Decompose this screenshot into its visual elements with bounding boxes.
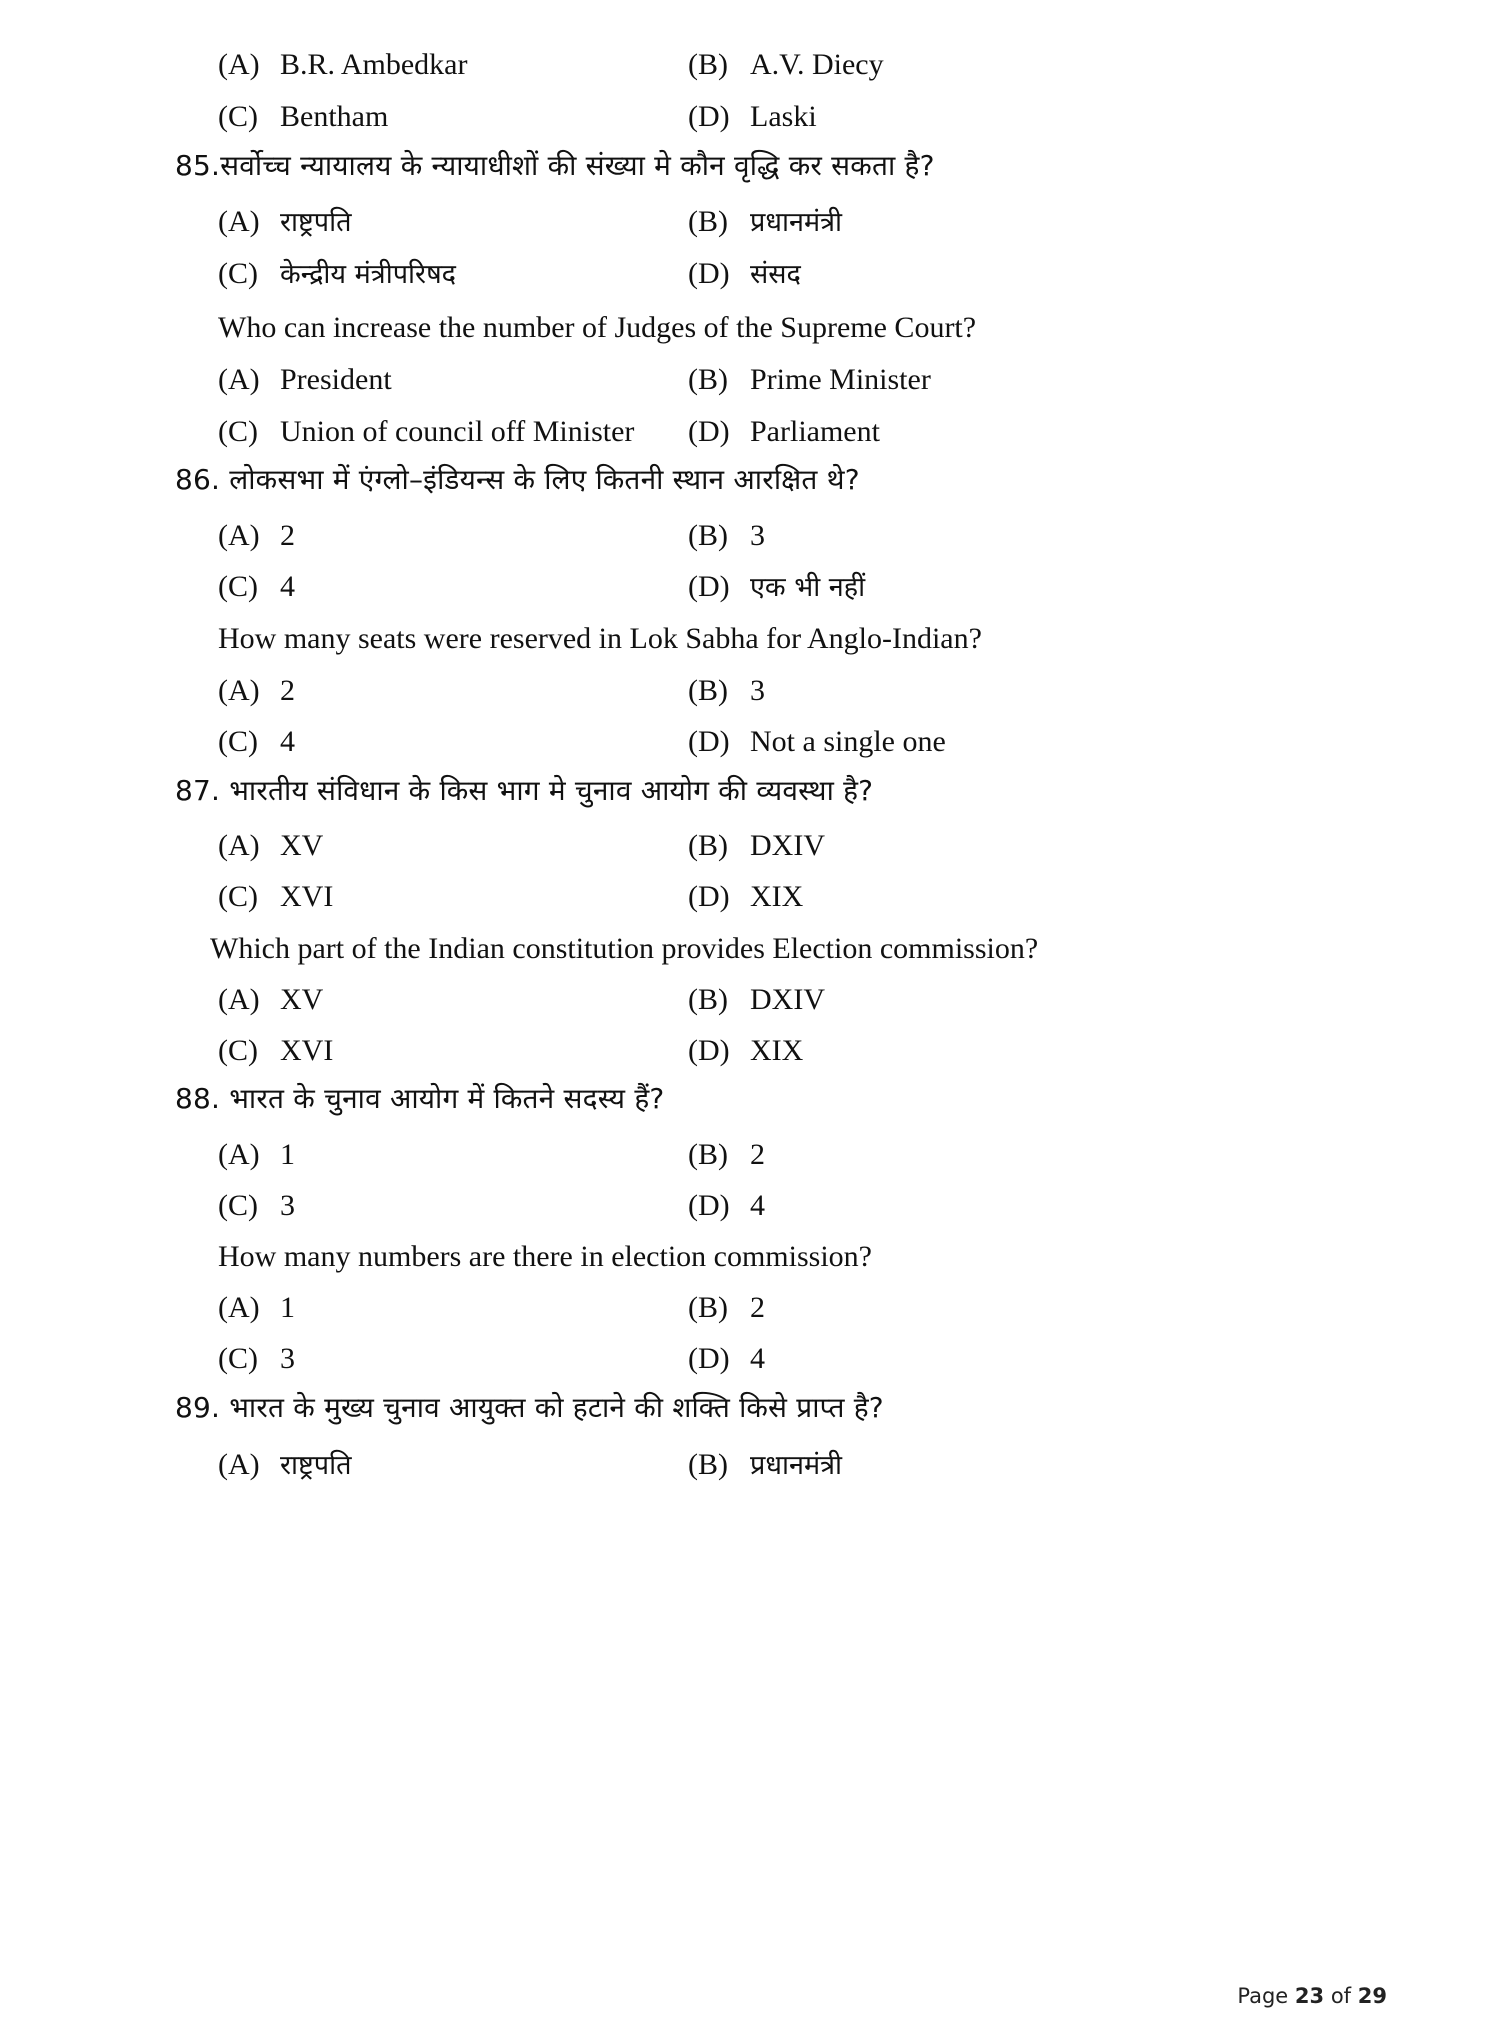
footer-current-page: 23 <box>1294 1984 1325 2008</box>
option-text-c: 3 <box>280 1189 295 1222</box>
question-86-hindi-text: लोकसभा में एंग्लो–इंडियन्स के लिए कितनी स्थान आरक्षित थे? <box>229 463 860 496</box>
question-88-hindi-text: भारत के चुनाव आयोग में कितने सदस्य हैं? <box>229 1082 665 1115</box>
question-86-hindi-option-row-2 <box>0 572 1248 602</box>
option-text-b: 3 <box>750 519 765 552</box>
question-87-english-option-row-2 <box>0 1036 1248 1066</box>
question-88-english-stem <box>0 1242 872 1272</box>
page-footer <box>0 1984 1505 2008</box>
option-text-b: 2 <box>750 1291 765 1324</box>
option-tag-a: (A) <box>218 829 260 862</box>
footer-page-word: Page <box>1237 1984 1289 2008</box>
option-c[interactable] <box>218 882 688 912</box>
option-text-b: DXIV <box>750 983 825 1016</box>
option-text-a: B.R. Ambedkar <box>280 48 468 81</box>
footer-of-word: of <box>1330 1984 1352 2008</box>
option-text-d: 4 <box>750 1342 765 1375</box>
question-85-hindi-option-row-1 <box>0 207 1248 237</box>
option-tag-c: (C) <box>218 1189 258 1222</box>
option-text-a: XV <box>280 829 324 862</box>
option-b[interactable] <box>688 1140 1248 1170</box>
option-tag-c: (C) <box>218 880 258 913</box>
option-c[interactable] <box>218 102 688 132</box>
option-tag-b: (B) <box>688 519 728 552</box>
option-d[interactable] <box>688 882 1248 912</box>
question-87-english-text: Which part of the Indian constitution provides Election commission? <box>210 932 1039 965</box>
option-tag-b: (B) <box>688 1291 728 1324</box>
question-88-number: 88. <box>175 1082 221 1115</box>
option-tag-d: (D) <box>688 570 730 603</box>
option-text-a: President <box>280 363 392 396</box>
orphan-option-row-1 <box>0 50 1248 80</box>
option-c[interactable] <box>218 1344 688 1374</box>
option-tag-a: (A) <box>218 48 260 81</box>
option-text-c: केन्द्रीय मंत्रीपरिषद <box>280 259 457 290</box>
option-text-c: 3 <box>280 1342 295 1375</box>
option-tag-d: (D) <box>688 100 730 133</box>
option-text-d: Laski <box>750 100 817 133</box>
question-87-hindi-option-row-2 <box>0 882 1248 912</box>
question-89-hindi-stem <box>0 1391 884 1424</box>
option-text-c: XVI <box>280 1034 334 1067</box>
question-87-number: 87. <box>175 774 221 807</box>
option-a[interactable] <box>218 1140 688 1170</box>
question-86-english-option-row-2 <box>0 727 1248 757</box>
footer-total-pages: 29 <box>1357 1984 1387 2008</box>
option-tag-d: (D) <box>688 1342 730 1375</box>
option-text-b: DXIV <box>750 829 825 862</box>
option-b[interactable] <box>688 521 1248 551</box>
option-tag-b: (B) <box>688 1138 728 1171</box>
question-87-hindi-option-row-1 <box>0 831 1248 861</box>
option-tag-d: (D) <box>688 1189 730 1222</box>
option-text-b: प्रधानमंत्री <box>750 1450 842 1481</box>
option-text-b: Prime Minister <box>750 363 931 396</box>
option-tag-d: (D) <box>688 257 730 290</box>
question-85-hindi-text: सर्वोच्च न्यायालय के न्यायाधीशों की संख्या मे कौन वृद्धि कर सकता है? <box>220 149 935 182</box>
question-89-number: 89. <box>175 1391 221 1424</box>
option-tag-a: (A) <box>218 983 260 1016</box>
question-85-hindi-stem <box>0 149 935 182</box>
question-89-hindi-text: भारत के मुख्य चुनाव आयुक्त को हटाने की शक्ति किसे प्राप्त है? <box>229 1391 884 1424</box>
question-87-english-stem <box>0 934 1038 964</box>
option-text-a: 2 <box>280 674 295 707</box>
option-text-d: Parliament <box>750 415 880 448</box>
option-tag-a: (A) <box>218 1138 260 1171</box>
option-b[interactable] <box>688 1450 1248 1480</box>
option-text-d: संसद <box>750 259 801 290</box>
option-text-d: 4 <box>750 1189 765 1222</box>
option-b[interactable] <box>688 831 1248 861</box>
question-87-hindi-stem <box>0 774 874 807</box>
option-text-c: Bentham <box>280 100 389 133</box>
question-86-english-text: How many seats were reserved in Lok Sabha for Anglo-Indian? <box>218 622 982 655</box>
option-d[interactable] <box>688 259 1248 289</box>
option-tag-c: (C) <box>218 1342 258 1375</box>
question-86-english-stem <box>0 624 982 654</box>
option-tag-c: (C) <box>218 257 258 290</box>
option-c[interactable] <box>218 572 688 602</box>
option-text-b: A.V. Diecy <box>750 48 884 81</box>
option-tag-d: (D) <box>688 725 730 758</box>
option-text-d: Not a single one <box>750 725 946 758</box>
option-a[interactable] <box>218 985 688 1015</box>
option-a[interactable] <box>218 676 688 706</box>
option-a[interactable] <box>218 50 688 80</box>
option-a[interactable] <box>218 831 688 861</box>
option-b[interactable] <box>688 207 1248 237</box>
option-b[interactable] <box>688 50 1248 80</box>
option-c[interactable] <box>218 727 688 757</box>
question-87-english-option-row-1 <box>0 985 1248 1015</box>
question-88-hindi-option-row-1 <box>0 1140 1248 1170</box>
option-tag-a: (A) <box>218 205 260 238</box>
option-tag-d: (D) <box>688 880 730 913</box>
question-86-english-option-row-1 <box>0 676 1248 706</box>
option-text-a: 1 <box>280 1138 295 1171</box>
option-text-d: XIX <box>750 880 804 913</box>
option-text-b: 2 <box>750 1138 765 1171</box>
question-88-english-option-row-2 <box>0 1344 1248 1374</box>
option-c[interactable] <box>218 417 688 447</box>
option-text-c: Union of council off Minister <box>280 415 635 448</box>
option-tag-d: (D) <box>688 1034 730 1067</box>
option-tag-b: (B) <box>688 983 728 1016</box>
option-text-b: प्रधानमंत्री <box>750 207 842 238</box>
question-86-hindi-stem <box>0 463 860 496</box>
option-tag-a: (A) <box>218 519 260 552</box>
option-c[interactable] <box>218 1036 688 1066</box>
option-b[interactable] <box>688 365 1248 395</box>
option-d[interactable] <box>688 572 1248 602</box>
option-tag-c: (C) <box>218 100 258 133</box>
question-86-hindi-option-row-1 <box>0 521 1248 551</box>
option-d[interactable] <box>688 1191 1248 1221</box>
orphan-option-row-2 <box>0 102 1248 132</box>
option-a[interactable] <box>218 521 688 551</box>
option-d[interactable] <box>688 1344 1248 1374</box>
question-88-hindi-option-row-2 <box>0 1191 1248 1221</box>
option-tag-a: (A) <box>218 674 260 707</box>
question-85-english-stem <box>0 313 976 343</box>
question-85-hindi-option-row-2 <box>0 259 1248 289</box>
option-tag-b: (B) <box>688 829 728 862</box>
option-tag-b: (B) <box>688 674 728 707</box>
option-tag-c: (C) <box>218 1034 258 1067</box>
option-tag-a: (A) <box>218 1291 260 1324</box>
option-text-c: 4 <box>280 570 295 603</box>
question-87-hindi-text: भारतीय संविधान के किस भाग मे चुनाव आयोग की व्यवस्था है? <box>229 774 874 807</box>
option-text-a: राष्ट्रपति <box>280 1450 352 1481</box>
option-tag-a: (A) <box>218 1448 260 1481</box>
option-text-d: एक भी नहीं <box>750 572 866 603</box>
option-text-d: XIX <box>750 1034 804 1067</box>
option-text-c: 4 <box>280 725 295 758</box>
option-a[interactable] <box>218 365 688 395</box>
question-88-english-text: How many numbers are there in election commission? <box>218 1240 872 1273</box>
question-89-hindi-option-row-1 <box>0 1450 1248 1480</box>
option-tag-b: (B) <box>688 363 728 396</box>
question-85-number: 85. <box>175 149 221 182</box>
option-d[interactable] <box>688 1036 1248 1066</box>
question-85-english-text: Who can increase the number of Judges of the Supreme Court? <box>218 311 977 344</box>
option-tag-c: (C) <box>218 570 258 603</box>
option-text-a: 1 <box>280 1291 295 1324</box>
option-tag-b: (B) <box>688 1448 728 1481</box>
option-b[interactable] <box>688 985 1248 1015</box>
option-tag-b: (B) <box>688 205 728 238</box>
option-c[interactable] <box>218 1191 688 1221</box>
question-88-english-option-row-1 <box>0 1293 1248 1323</box>
option-d[interactable] <box>688 417 1248 447</box>
option-d[interactable] <box>688 727 1248 757</box>
question-85-english-option-row-2 <box>0 417 1248 447</box>
option-text-b: 3 <box>750 674 765 707</box>
option-b[interactable] <box>688 676 1248 706</box>
option-text-a: 2 <box>280 519 295 552</box>
option-text-a: XV <box>280 983 324 1016</box>
question-88-hindi-stem <box>0 1082 665 1115</box>
option-a[interactable] <box>218 1293 688 1323</box>
option-tag-c: (C) <box>218 725 258 758</box>
option-d[interactable] <box>688 102 1248 132</box>
option-tag-d: (D) <box>688 415 730 448</box>
option-tag-a: (A) <box>218 363 260 396</box>
option-tag-c: (C) <box>218 415 258 448</box>
option-a[interactable] <box>218 1450 688 1480</box>
option-a[interactable] <box>218 207 688 237</box>
question-85-english-option-row-1 <box>0 365 1248 395</box>
option-text-a: राष्ट्रपति <box>280 207 352 238</box>
option-text-c: XVI <box>280 880 334 913</box>
option-tag-b: (B) <box>688 48 728 81</box>
option-c[interactable] <box>218 259 688 289</box>
question-86-number: 86. <box>175 463 221 496</box>
option-b[interactable] <box>688 1293 1248 1323</box>
